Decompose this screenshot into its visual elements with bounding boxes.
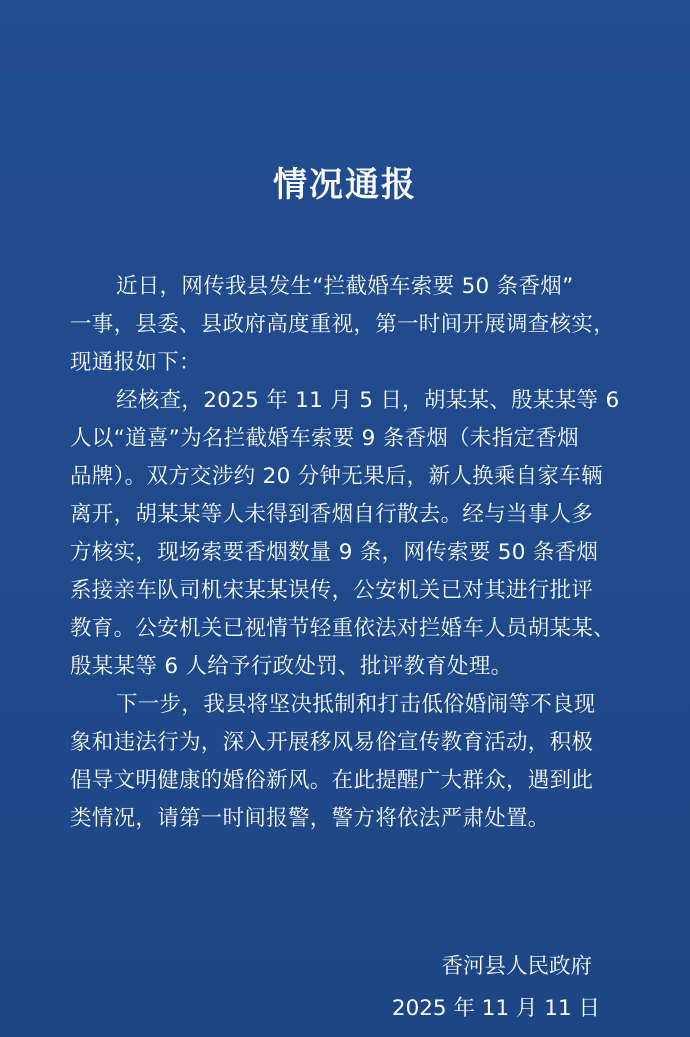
issuing-organization: 香河县人民政府 [441,954,592,979]
paragraph-3-line-1: 下一步，我县将坚决抵制和打击低俗婚闹等不良现 [116,692,596,717]
signature-block [391,946,600,1030]
paragraph-1-line-2: 一事，县委、县政府高度重视，第一时间开展调查核实， [70,312,616,337]
paragraph-3-line-2: 象和违法行为，深入开展移风易俗宣传教育活动，积极 [70,730,594,755]
paragraph-2-line-8: 殷某某等 6 人给予行政处罚、批评教育处理。 [70,654,513,679]
notice-title: 情况通报 [273,165,417,205]
paragraph-2-line-1: 经核查，2025 年 11 月 5 日，胡某某、殷某某等 6 [116,388,620,413]
notice-body [70,268,640,838]
issue-date: 2025 年 11 月 11 日 [391,996,600,1021]
paragraph-2-line-2: 人以“道喜”为名拦截婚车索要 9 条香烟（未指定香烟 [70,426,579,451]
paragraph-3-line-3: 倡导文明健康的婚俗新风。在此提醒广大群众，遇到此 [70,768,594,793]
paragraph-2-line-4: 离开，胡某某等人未得到香烟自行散去。经与当事人多 [70,502,594,527]
paragraph-2-line-5: 方核实，现场索要香烟数量 9 条，网传索要 50 条香烟 [70,540,599,565]
paragraph-2-line-6: 系接亲车队司机宋某某误传，公安机关已对其进行批评 [70,578,594,603]
paragraph-2-line-3: 品牌）。双方交涉约 20 分钟无果后，新人换乘自家车辆 [70,464,603,489]
paragraph-1-line-3: 现通报如下： [70,350,201,375]
paragraph-1-line-1: 近日，网传我县发生“拦截婚车索要 50 条香烟” [116,274,574,299]
paragraph-2-line-7: 教育。公安机关已视情节轻重依法对拦婚车人员胡某某、 [70,616,616,641]
paragraph-3-line-4: 类情况，请第一时间报警，警方将依法严肃处置。 [70,806,550,831]
